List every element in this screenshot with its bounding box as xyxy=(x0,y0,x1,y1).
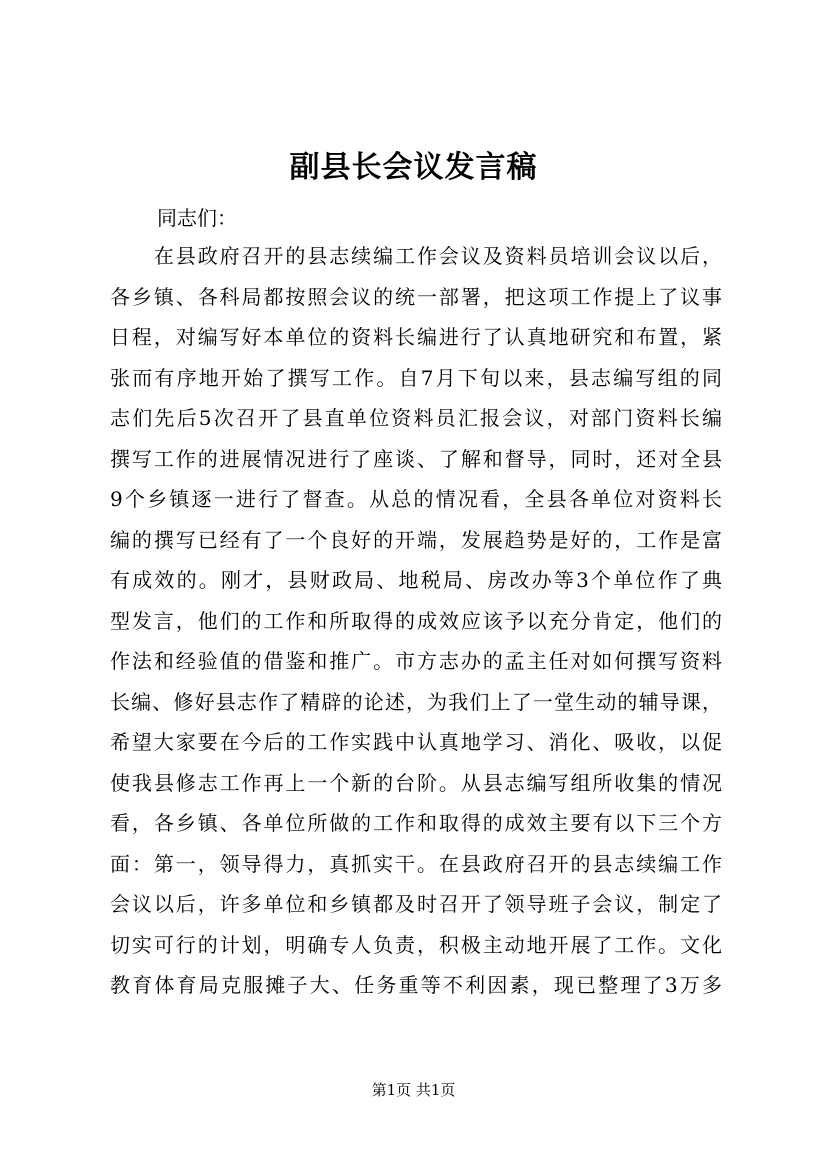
text-line: 使我县修志工作再上一个新的台阶。从县志编写组所收集的情况 xyxy=(110,770,722,795)
text-line: 在县政府召开的县志续编工作会议及资料员培训会议以后， xyxy=(110,244,722,268)
text-line: 9个乡镇逐一进行了督查。从总的情况看，全县各单位对资料长 xyxy=(110,487,722,511)
text-line: 日程，对编写好本单位的资料长编进行了认真地研究和布置，紧 xyxy=(110,325,722,349)
text-line: 看，各乡镇、各单位所做的工作和取得的成效主要有以下三个方 xyxy=(110,811,722,835)
page-footer: 第1页 共1页 xyxy=(371,1081,456,1099)
text-line: 志们先后5次召开了县直单位资料员汇报会议，对部门资料长编 xyxy=(110,406,722,430)
text-line: 编的撰写已经有了一个良好的开端，发展趋势是好的，工作是富 xyxy=(110,527,722,552)
text-line: 张而有序地开始了撰写工作。自7月下旬以来，县志编写组的同 xyxy=(110,365,722,390)
text-line: 切实可行的计划，明确专人负责，积极主动地开展了工作。文化 xyxy=(110,932,722,957)
document-title: 副县长会议发言稿 xyxy=(289,150,538,185)
text-line: 型发言，他们的工作和所取得的成效应该予以充分肯定，他们的 xyxy=(110,608,722,633)
text-line: 希望大家要在今后的工作实践中认真地学习、消化、吸收，以促 xyxy=(110,730,722,754)
body-paragraph xyxy=(110,236,722,1006)
greeting-text: 同志们： xyxy=(157,206,237,230)
text-line: 教育体育局克服摊子大、任务重等不利因素，现已整理了3万多 xyxy=(110,973,722,997)
text-line: 长编、修好县志作了精辟的论述，为我们上了一堂生动的辅导课， xyxy=(110,689,722,714)
text-line: 各乡镇、各科局都按照会议的统一部署，把这项工作提上了议事 xyxy=(110,284,722,309)
text-line: 撰写工作的进展情况进行了座谈、了解和督导，同时，还对全县 xyxy=(110,446,722,471)
text-line: 会议以后，许多单位和乡镇都及时召开了领导班子会议，制定了 xyxy=(110,892,722,916)
text-line: 有成效的。刚才，县财政局、地税局、房改办等3个单位作了典 xyxy=(110,568,722,592)
text-line: 作法和经验值的借鉴和推广。市方志办的孟主任对如何撰写资料 xyxy=(110,649,722,673)
text-line: 面：第一，领导得力，真抓实干。在县政府召开的县志续编工作 xyxy=(110,851,722,876)
